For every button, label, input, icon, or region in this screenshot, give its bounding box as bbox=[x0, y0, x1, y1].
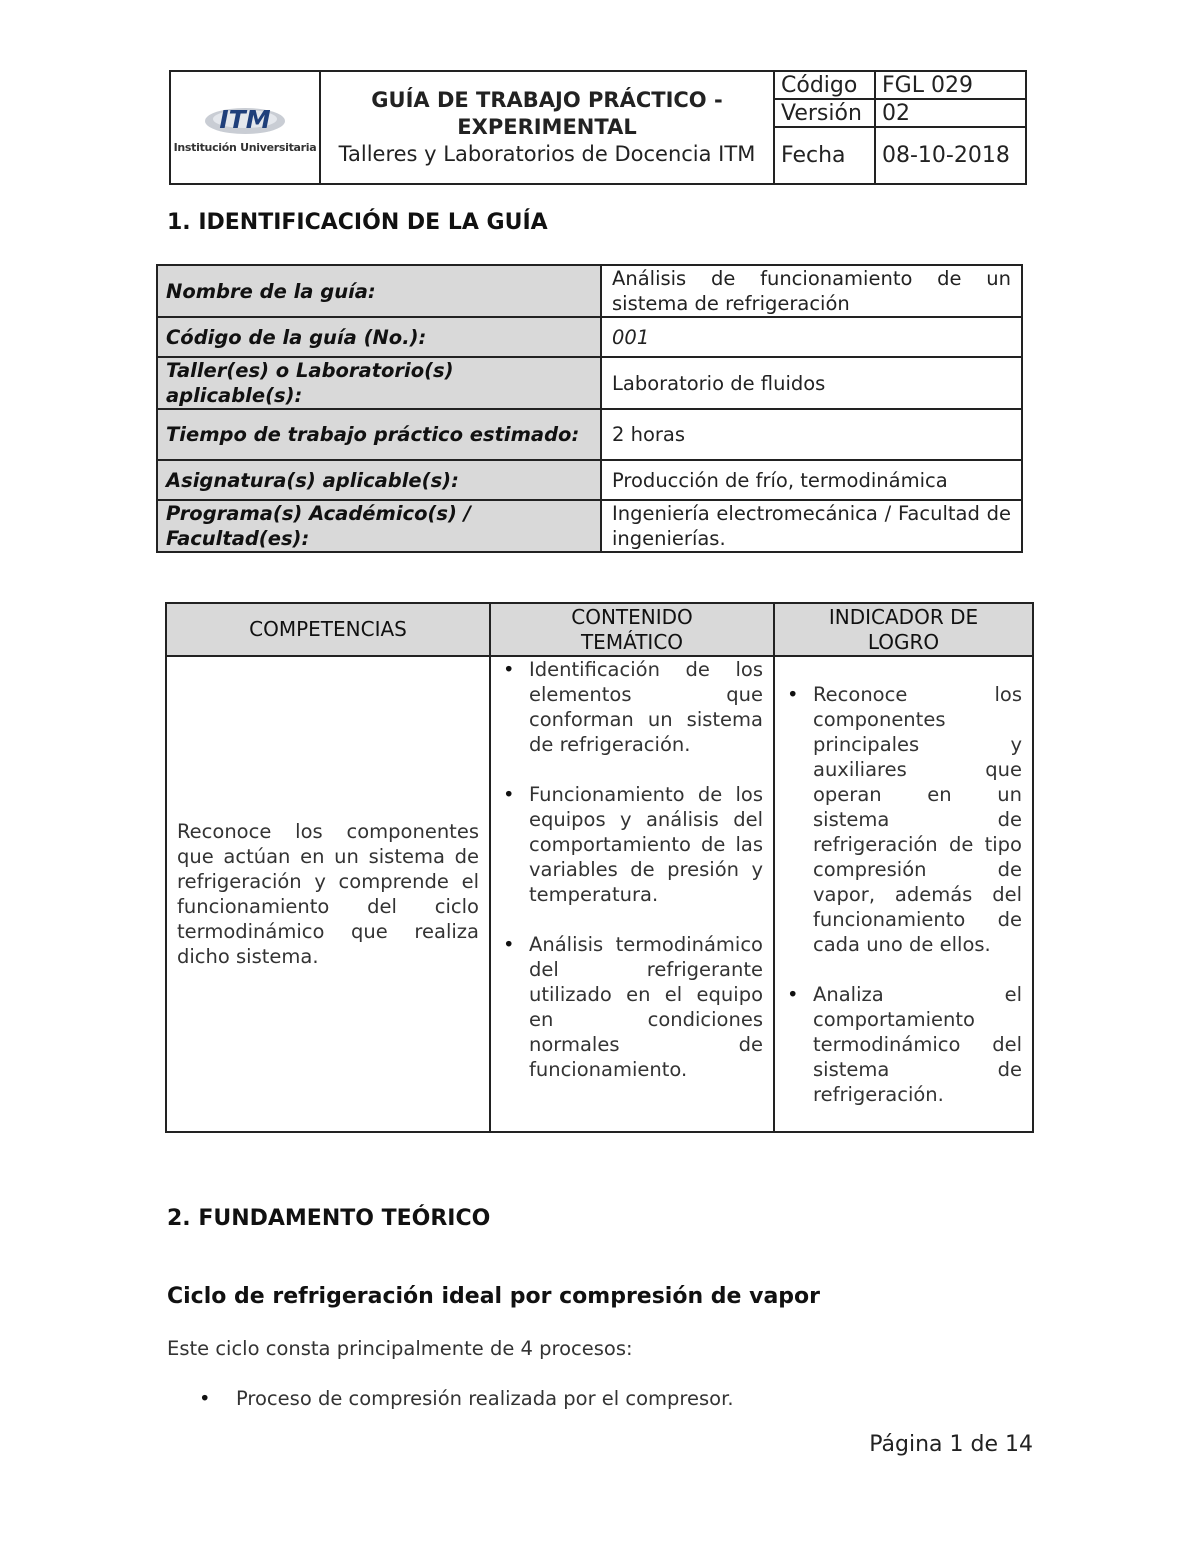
paragraph: Este ciclo consta principalmente de 4 procesos: bbox=[167, 1337, 633, 1360]
contenido-cell bbox=[490, 656, 774, 1132]
section-1-heading: 1. IDENTIFICACIÓN DE LA GUÍA bbox=[167, 210, 548, 235]
document-title bbox=[320, 71, 774, 184]
row-value: Producción de frío, termodinámica bbox=[601, 460, 1022, 500]
contenido-list bbox=[499, 657, 763, 1082]
itm-logo-icon bbox=[202, 101, 288, 137]
table-row bbox=[157, 500, 1022, 552]
version-value: 02 bbox=[875, 99, 1026, 127]
row-value: Ingeniería electromecánica / Facultad de ingenierías. bbox=[601, 500, 1022, 552]
row-value: Laboratorio de fluidos bbox=[601, 357, 1022, 409]
document-header bbox=[169, 70, 1027, 185]
column-header-indicador: INDICADOR DE LOGRO bbox=[774, 603, 1033, 656]
row-value: Análisis de funcionamiento de un sistema de refrigeración bbox=[601, 265, 1022, 317]
logo-brand: ITM bbox=[219, 104, 271, 134]
list-item: • Análisis termodinámico del refrigerante utilizado en el equipo en condiciones normales de funcionamiento. bbox=[499, 932, 763, 1082]
list-item: • Identificación de los elementos que conforman un sistema de refrigeración. bbox=[499, 657, 763, 757]
column-header-contenido: CONTENIDO TEMÁTICO bbox=[490, 603, 774, 656]
table-row bbox=[157, 317, 1022, 357]
version-label: Versión bbox=[774, 99, 875, 127]
column-header-competencias: COMPETENCIAS bbox=[166, 603, 490, 656]
list-item: • Analiza el comportamiento termodinámico del sistema de refrigeración. bbox=[783, 982, 1022, 1107]
page-number: Página 1 de 14 bbox=[869, 1432, 1033, 1457]
identification-table bbox=[156, 264, 1023, 553]
competencias-table bbox=[165, 602, 1034, 1133]
section-2-heading: 2. FUNDAMENTO TEÓRICO bbox=[167, 1206, 491, 1231]
row-key: Asignatura(s) aplicable(s): bbox=[157, 460, 601, 500]
fecha-value: 08-10-2018 bbox=[875, 127, 1026, 184]
bullet-icon: • bbox=[199, 1387, 211, 1410]
list-item: • Reconoce los componentes principales y auxiliares que operan en un sistema de refrigeración de tipo compresión de vapor, además del funcionamiento de cada uno de ellos. bbox=[783, 682, 1022, 957]
codigo-value: FGL 029 bbox=[875, 71, 1026, 99]
row-key: Tiempo de trabajo práctico estimado: bbox=[157, 409, 601, 460]
table-row bbox=[157, 460, 1022, 500]
list-item: • Funcionamiento de los equipos y análisis del comportamiento de las variables de presión y temperatura. bbox=[499, 782, 763, 907]
codigo-label: Código bbox=[774, 71, 875, 99]
competencia-text: Reconoce los componentes que actúan en un sistema de refrigeración y comprende el funcionamiento del ciclo termodinámico que realiza dicho sistema. bbox=[166, 656, 490, 1132]
bullet-item bbox=[199, 1387, 734, 1410]
row-value: 2 horas bbox=[601, 409, 1022, 460]
title-line-2: Talleres y Laboratorios de Docencia ITM bbox=[338, 142, 756, 166]
row-key: Código de la guía (No.): bbox=[157, 317, 601, 357]
row-key: Nombre de la guía: bbox=[157, 265, 601, 317]
logo-institution-text: Institución Universitaria bbox=[173, 140, 317, 154]
table-row bbox=[157, 409, 1022, 460]
row-key: Programa(s) Académico(s) / Facultad(es): bbox=[157, 500, 601, 552]
bullet-text: Proceso de compresión realizada por el compresor. bbox=[236, 1387, 734, 1410]
row-key: Taller(es) o Laboratorio(s) aplicable(s): bbox=[157, 357, 601, 409]
logo-cell bbox=[170, 71, 320, 184]
row-value: 001 bbox=[601, 317, 1022, 357]
fecha-label: Fecha bbox=[774, 127, 875, 184]
table-row bbox=[157, 357, 1022, 409]
indicador-cell bbox=[774, 656, 1033, 1132]
table-row bbox=[157, 265, 1022, 317]
itm-logo bbox=[174, 101, 317, 154]
title-line-1: GUÍA DE TRABAJO PRÁCTICO - EXPERIMENTAL bbox=[371, 88, 723, 139]
indicador-list bbox=[783, 682, 1022, 1107]
subheading: Ciclo de refrigeración ideal por compresión de vapor bbox=[167, 1284, 821, 1309]
table-row bbox=[166, 656, 1033, 1132]
